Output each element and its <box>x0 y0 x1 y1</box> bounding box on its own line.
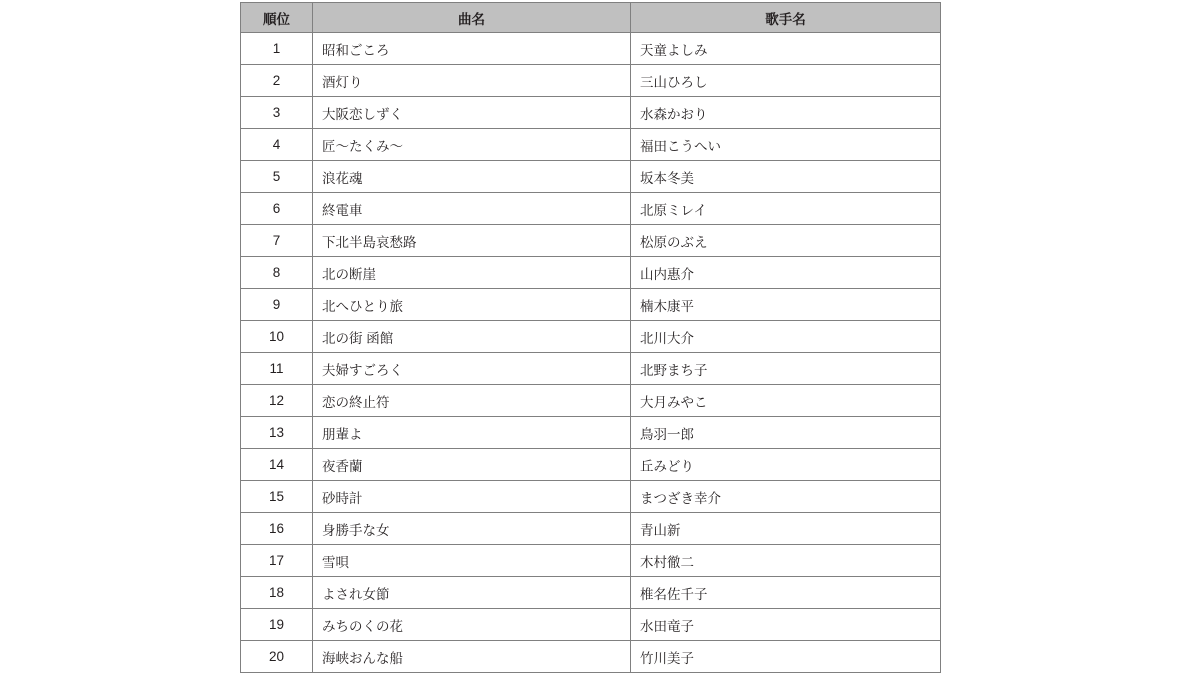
table-row <box>241 609 941 641</box>
cell-song: 砂時計 <box>313 481 631 513</box>
cell-rank: 19 <box>241 609 313 641</box>
cell-song: 大阪恋しずく <box>313 97 631 129</box>
cell-rank: 13 <box>241 417 313 449</box>
cell-artist: 楠木康平 <box>631 289 941 321</box>
cell-artist: 椎名佐千子 <box>631 577 941 609</box>
cell-rank: 10 <box>241 321 313 353</box>
cell-rank: 15 <box>241 481 313 513</box>
cell-artist: 坂本冬美 <box>631 161 941 193</box>
cell-song: 酒灯り <box>313 65 631 97</box>
cell-artist: 三山ひろし <box>631 65 941 97</box>
table-row <box>241 161 941 193</box>
cell-artist: 北原ミレイ <box>631 193 941 225</box>
table-row <box>241 97 941 129</box>
cell-artist: 竹川美子 <box>631 641 941 673</box>
cell-artist: 北川大介 <box>631 321 941 353</box>
cell-song: 夜香蘭 <box>313 449 631 481</box>
table-row <box>241 577 941 609</box>
table-row <box>241 545 941 577</box>
cell-rank: 7 <box>241 225 313 257</box>
cell-artist: 松原のぶえ <box>631 225 941 257</box>
cell-artist: 山内惠介 <box>631 257 941 289</box>
cell-rank: 11 <box>241 353 313 385</box>
cell-song: 匠〜たくみ〜 <box>313 129 631 161</box>
table-row <box>241 449 941 481</box>
cell-artist: 水田竜子 <box>631 609 941 641</box>
cell-song: 身勝手な女 <box>313 513 631 545</box>
cell-rank: 18 <box>241 577 313 609</box>
cell-artist: 大月みやこ <box>631 385 941 417</box>
table-row <box>241 65 941 97</box>
cell-artist: まつざき幸介 <box>631 481 941 513</box>
table-row <box>241 641 941 673</box>
table-row <box>241 289 941 321</box>
column-header-artist: 歌手名 <box>631 3 941 33</box>
cell-rank: 12 <box>241 385 313 417</box>
cell-song: 浪花魂 <box>313 161 631 193</box>
table-row <box>241 193 941 225</box>
table-row <box>241 321 941 353</box>
table-header <box>241 3 941 33</box>
table-row <box>241 353 941 385</box>
table-row <box>241 513 941 545</box>
cell-rank: 17 <box>241 545 313 577</box>
table-row <box>241 225 941 257</box>
table-row <box>241 33 941 65</box>
cell-artist: 青山新 <box>631 513 941 545</box>
cell-artist: 福田こうへい <box>631 129 941 161</box>
cell-rank: 2 <box>241 65 313 97</box>
cell-rank: 5 <box>241 161 313 193</box>
table-row <box>241 129 941 161</box>
cell-song: 北の断崖 <box>313 257 631 289</box>
cell-rank: 20 <box>241 641 313 673</box>
cell-song: 昭和ごころ <box>313 33 631 65</box>
cell-artist: 天童よしみ <box>631 33 941 65</box>
cell-rank: 8 <box>241 257 313 289</box>
cell-song: 夫婦すごろく <box>313 353 631 385</box>
cell-rank: 3 <box>241 97 313 129</box>
table-row <box>241 481 941 513</box>
table-body <box>241 33 941 673</box>
column-header-rank: 順位 <box>241 3 313 33</box>
table-row <box>241 257 941 289</box>
ranking-table <box>240 2 941 673</box>
cell-artist: 丘みどり <box>631 449 941 481</box>
cell-artist: 鳥羽一郎 <box>631 417 941 449</box>
cell-song: 北の街 函館 <box>313 321 631 353</box>
cell-rank: 6 <box>241 193 313 225</box>
cell-song: 朋輩よ <box>313 417 631 449</box>
cell-song: みちのくの花 <box>313 609 631 641</box>
cell-song: 海峡おんな船 <box>313 641 631 673</box>
cell-artist: 水森かおり <box>631 97 941 129</box>
table-header-row <box>241 3 941 33</box>
cell-rank: 1 <box>241 33 313 65</box>
cell-song: 恋の終止符 <box>313 385 631 417</box>
cell-song: 下北半島哀愁路 <box>313 225 631 257</box>
cell-rank: 9 <box>241 289 313 321</box>
cell-rank: 16 <box>241 513 313 545</box>
cell-rank: 4 <box>241 129 313 161</box>
cell-song: よされ女節 <box>313 577 631 609</box>
cell-rank: 14 <box>241 449 313 481</box>
column-header-song: 曲名 <box>313 3 631 33</box>
cell-song: 終電車 <box>313 193 631 225</box>
table-row <box>241 417 941 449</box>
ranking-table-container <box>240 2 940 673</box>
cell-artist: 木村徹二 <box>631 545 941 577</box>
cell-artist: 北野まち子 <box>631 353 941 385</box>
cell-song: 北へひとり旅 <box>313 289 631 321</box>
table-row <box>241 385 941 417</box>
cell-song: 雪唄 <box>313 545 631 577</box>
